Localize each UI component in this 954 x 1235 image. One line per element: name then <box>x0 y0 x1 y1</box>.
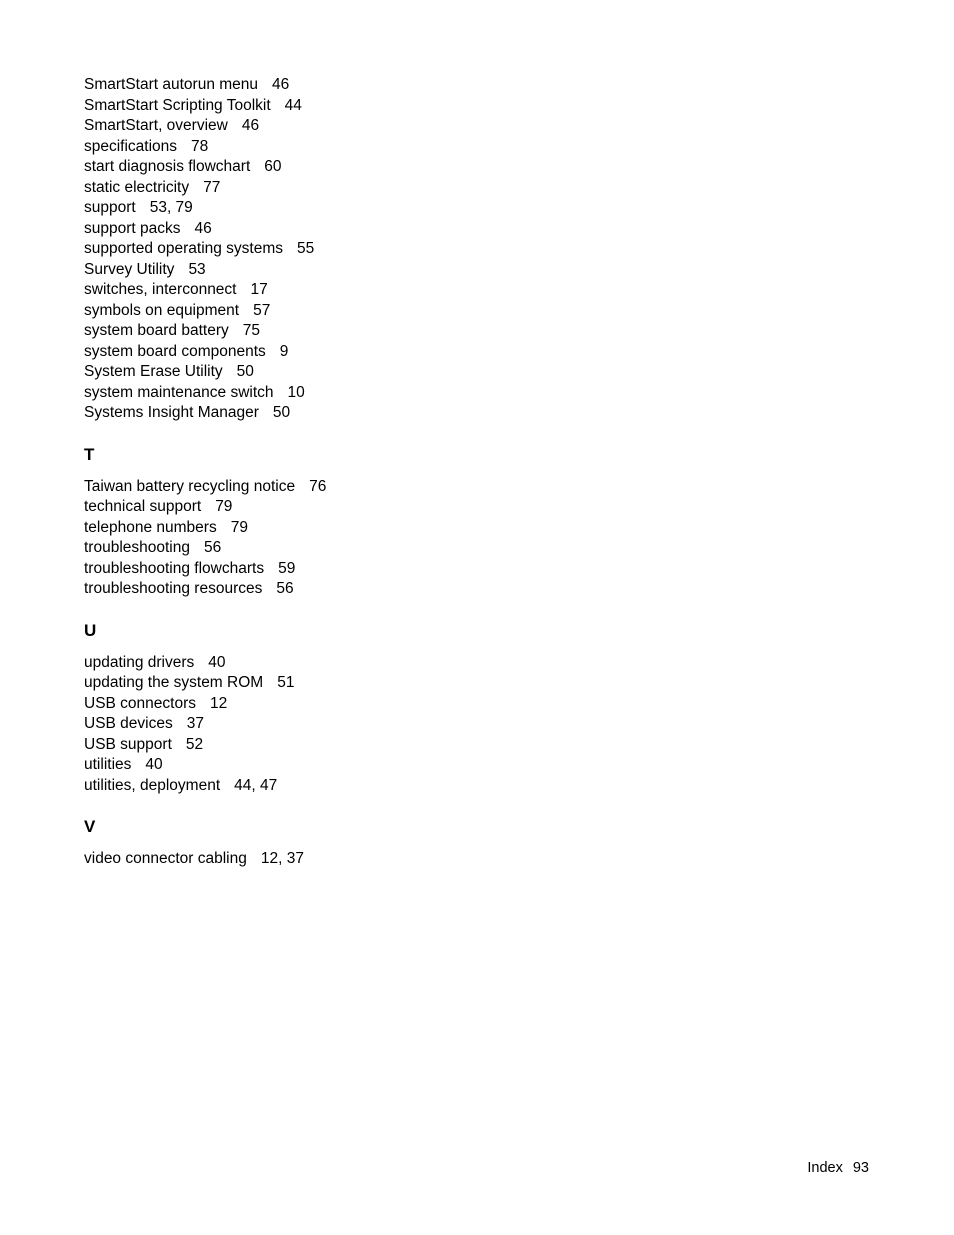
entry-term: USB connectors <box>84 694 196 712</box>
entry-pages: 46 <box>272 76 290 93</box>
entry-pages: 46 <box>194 219 212 237</box>
entry-pages: 76 <box>309 477 327 495</box>
index-entry <box>84 559 504 580</box>
index-entry <box>84 383 504 404</box>
entry-pages: 52 <box>185 735 204 753</box>
footer-label: Index <box>807 1160 843 1176</box>
entry-pages: 44 <box>284 96 302 114</box>
entry-term: utilities, deployment <box>84 776 221 794</box>
index-entry <box>84 280 504 301</box>
index-entry <box>84 362 504 383</box>
page-number: 93 <box>852 1160 869 1176</box>
entry-term: SmartStart autorun menu <box>84 76 259 93</box>
index-entry <box>84 714 504 735</box>
section-letter-heading: U <box>84 620 97 640</box>
entry-term: symbols on equipment <box>84 301 240 319</box>
index-entry <box>84 538 504 559</box>
entry-term: troubleshooting flowcharts <box>84 559 265 577</box>
index-entry <box>84 673 504 694</box>
entry-pages: 53 <box>188 260 206 278</box>
entry-pages: 55 <box>297 240 315 257</box>
index-entry <box>84 497 504 518</box>
entry-pages: 53, 79 <box>149 199 193 216</box>
index-entry <box>84 776 504 797</box>
entry-pages: 59 <box>278 559 296 577</box>
entry-pages: 57 <box>253 301 271 319</box>
index-entry <box>84 178 504 199</box>
entry-pages: 9 <box>279 342 289 360</box>
entry-pages: 51 <box>277 674 295 691</box>
index-entry <box>84 849 504 870</box>
index-entry <box>84 239 504 260</box>
entry-term: specifications <box>84 137 178 155</box>
entry-term: SmartStart Scripting Toolkit <box>84 96 271 114</box>
index-entry <box>84 260 504 281</box>
index-entry <box>84 518 504 539</box>
entry-pages: 79 <box>230 518 248 536</box>
entry-term: troubleshooting resources <box>84 580 263 597</box>
entry-term: switches, interconnect <box>84 281 237 298</box>
entry-term: Survey Utility <box>84 260 175 278</box>
entry-term: support packs <box>84 219 181 237</box>
entry-term: Taiwan battery recycling notice <box>84 477 296 495</box>
index-column <box>84 75 504 870</box>
entry-pages: 75 <box>242 322 260 339</box>
index-entry <box>84 137 504 158</box>
index-entry <box>84 755 504 776</box>
index-section-v <box>84 817 504 870</box>
entry-term: telephone numbers <box>84 518 217 536</box>
index-section-u <box>84 621 504 797</box>
index-entry <box>84 403 504 424</box>
entry-term: USB support <box>84 735 172 753</box>
entry-pages: 79 <box>215 498 233 515</box>
entry-pages: 56 <box>204 539 222 556</box>
entry-term: updating drivers <box>84 653 195 671</box>
entry-pages: 77 <box>203 178 221 196</box>
entry-pages: 50 <box>272 404 291 421</box>
index-section-s <box>84 75 504 424</box>
index-entry <box>84 157 504 178</box>
entry-term: system board components <box>84 342 266 360</box>
entry-term: supported operating systems <box>84 240 284 257</box>
entry-pages: 60 <box>264 158 282 175</box>
index-entry <box>84 653 504 674</box>
entry-term: technical support <box>84 498 202 515</box>
entry-term: SmartStart, overview <box>84 117 228 134</box>
entry-pages: 56 <box>276 580 294 597</box>
entry-term: utilities <box>84 756 132 773</box>
index-entry <box>84 477 504 498</box>
entry-term: static electricity <box>84 178 190 196</box>
page-footer <box>807 1158 869 1178</box>
index-entry <box>84 321 504 342</box>
section-letter-heading: V <box>84 817 96 836</box>
entry-term: updating the system ROM <box>84 674 264 691</box>
entry-pages: 46 <box>241 117 260 134</box>
entry-pages: 12, 37 <box>260 850 304 867</box>
entry-term: system maintenance switch <box>84 383 274 401</box>
index-entry <box>84 579 504 600</box>
entry-pages: 10 <box>287 383 305 401</box>
index-entry <box>84 116 504 137</box>
index-entry <box>84 198 504 219</box>
entry-pages: 40 <box>145 756 163 773</box>
index-entry <box>84 694 504 715</box>
entry-pages: 78 <box>191 137 209 155</box>
index-entry <box>84 219 504 240</box>
entry-term: start diagnosis flowchart <box>84 158 251 175</box>
entry-term: System Erase Utility <box>84 363 223 380</box>
entry-term: troubleshooting <box>84 539 190 556</box>
entry-pages: 44, 47 <box>234 776 278 794</box>
entry-pages: 12 <box>210 694 228 712</box>
entry-term: video connector cabling <box>84 850 247 867</box>
index-entry <box>84 301 504 322</box>
entry-pages: 37 <box>186 715 204 732</box>
section-letter-heading: T <box>84 444 95 464</box>
entry-pages: 17 <box>250 281 268 298</box>
entry-term: Systems Insight Manager <box>84 404 259 421</box>
entry-term: USB devices <box>84 715 173 732</box>
entry-term: system board battery <box>84 322 229 339</box>
entry-pages: 40 <box>208 653 226 671</box>
index-entry <box>84 96 504 117</box>
index-entry <box>84 75 504 96</box>
index-entry <box>84 735 504 756</box>
entry-term: support <box>84 199 136 216</box>
entry-pages: 50 <box>236 363 254 380</box>
index-section-t <box>84 445 504 600</box>
index-entry <box>84 342 504 363</box>
